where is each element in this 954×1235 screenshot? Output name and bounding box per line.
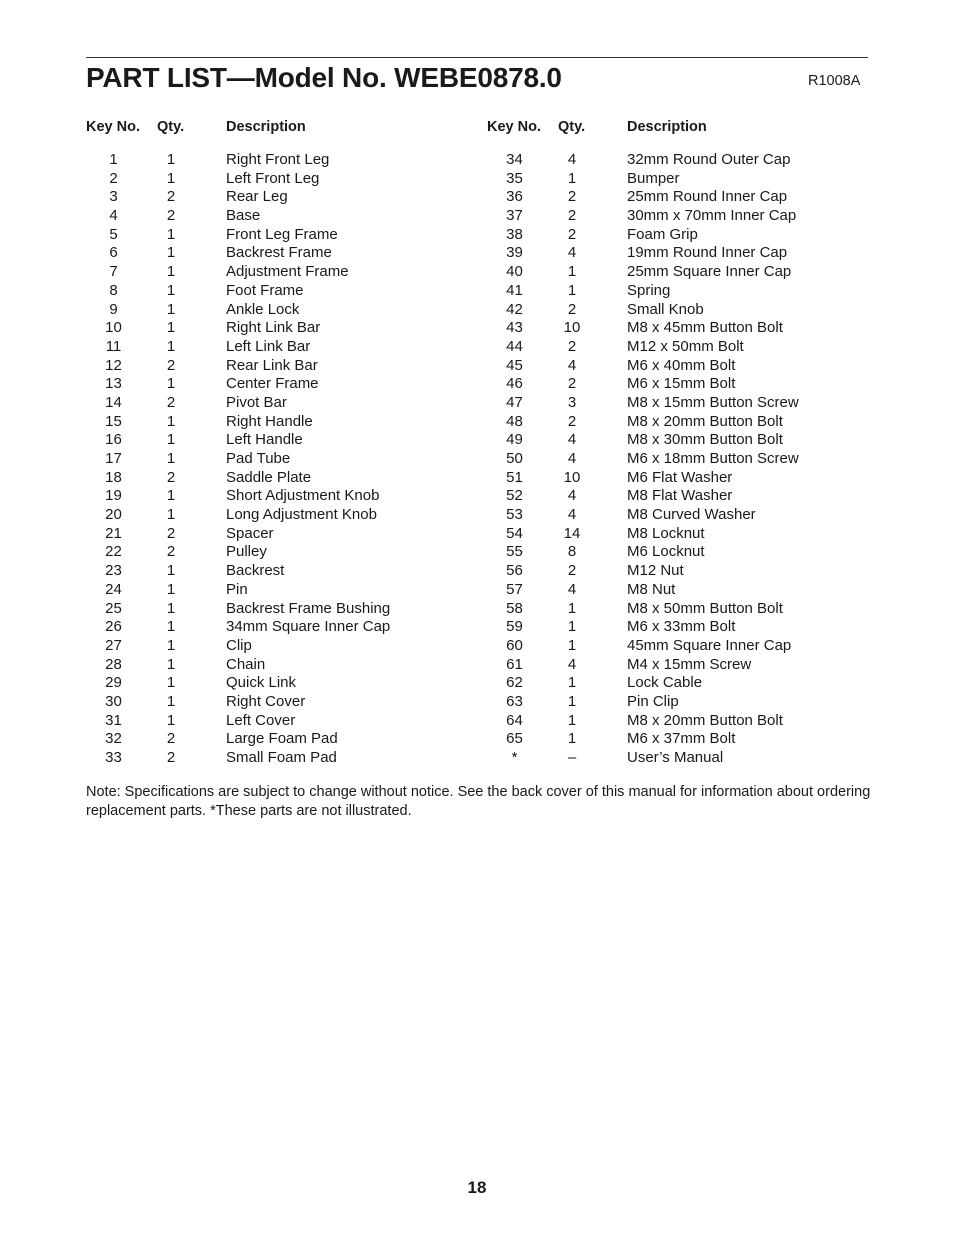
description-cell: M8 x 15mm Button Screw xyxy=(627,393,799,411)
key-no-cell: 36 xyxy=(506,188,523,206)
key-no-cell: 16 xyxy=(105,431,122,449)
key-no-cell: 29 xyxy=(105,674,122,692)
description-cell: M6 x 40mm Bolt xyxy=(627,356,736,374)
key-no-cell: 43 xyxy=(506,319,523,337)
key-no-cell: 52 xyxy=(506,487,523,505)
table-row xyxy=(86,730,466,749)
qty-cell: 2 xyxy=(166,543,176,561)
key-no-cell: 62 xyxy=(506,674,523,692)
qty-cell: 1 xyxy=(567,730,577,748)
description-header: Description xyxy=(226,119,306,135)
qty-cell: 4 xyxy=(567,151,577,168)
description-cell: Pivot Bar xyxy=(226,393,287,411)
qty-cell: 1 xyxy=(567,692,577,710)
key-no-cell: 6 xyxy=(109,244,118,262)
description-cell: Clip xyxy=(226,636,252,654)
key-no-cell: 46 xyxy=(506,375,523,393)
table-row xyxy=(487,413,867,432)
description-cell: Left Front Leg xyxy=(226,169,320,187)
table-row xyxy=(487,338,867,357)
key-no-cell: 31 xyxy=(105,711,122,729)
description-cell: M6 x 37mm Bolt xyxy=(627,730,736,748)
description-cell: 30mm x 70mm Inner Cap xyxy=(627,207,797,225)
table-row xyxy=(487,712,867,731)
table-row xyxy=(487,450,867,469)
key-no-cell: 47 xyxy=(506,393,523,411)
qty-cell: 1 xyxy=(166,692,176,710)
qty-cell: 1 xyxy=(567,674,577,692)
table-row xyxy=(487,188,867,207)
description-cell: Backrest xyxy=(226,562,285,580)
description-cell: M6 Locknut xyxy=(627,543,705,561)
description-cell: M6 x 33mm Bolt xyxy=(627,618,736,636)
qty-cell: 3 xyxy=(567,393,577,411)
qty-cell: 1 xyxy=(166,337,176,355)
key-no-cell: 39 xyxy=(506,244,523,262)
table-row xyxy=(86,357,466,376)
description-cell: Front Leg Frame xyxy=(226,225,338,243)
key-no-cell: 41 xyxy=(506,281,523,299)
key-no-cell: 32 xyxy=(105,730,122,748)
qty-cell: 1 xyxy=(166,450,176,467)
table-row xyxy=(487,469,867,488)
key-no-cell: 57 xyxy=(506,580,523,598)
table-row xyxy=(487,618,867,637)
qty-cell: 1 xyxy=(166,599,176,617)
key-no-cell: 51 xyxy=(506,468,523,486)
description-cell: M12 x 50mm Bolt xyxy=(627,337,744,355)
table-row xyxy=(86,637,466,656)
description-cell: M4 x 15mm Screw xyxy=(627,655,752,673)
description-cell: Quick Link xyxy=(226,674,297,692)
description-cell: Saddle Plate xyxy=(226,468,312,486)
parts-rows-left xyxy=(86,151,466,768)
description-cell: M8 Flat Washer xyxy=(627,487,733,505)
key-no-cell: 35 xyxy=(506,169,523,187)
description-cell: Large Foam Pad xyxy=(226,730,338,748)
key-no-cell: 4 xyxy=(109,207,118,225)
description-cell: Pulley xyxy=(226,543,267,561)
table-row xyxy=(487,263,867,282)
key-no-cell: 7 xyxy=(109,263,118,281)
qty-cell: 2 xyxy=(567,207,577,225)
table-row xyxy=(86,525,466,544)
qty-cell: 2 xyxy=(567,562,577,580)
description-cell: Left Link Bar xyxy=(226,337,311,355)
table-row xyxy=(487,151,867,170)
qty-cell: 2 xyxy=(567,300,577,318)
key-no-cell: 19 xyxy=(105,487,122,505)
description-cell: Bumper xyxy=(627,169,680,187)
table-row xyxy=(487,244,867,263)
qty-cell: 10 xyxy=(563,468,581,486)
key-no-cell: 13 xyxy=(105,375,122,393)
table-row xyxy=(487,170,867,189)
description-cell: 34mm Square Inner Cap xyxy=(226,618,391,636)
table-row xyxy=(86,338,466,357)
qty-cell: 2 xyxy=(567,225,577,243)
table-row xyxy=(86,506,466,525)
qty-cell: 1 xyxy=(166,618,176,636)
table-row xyxy=(86,244,466,263)
description-cell: Backrest Frame Bushing xyxy=(226,599,391,617)
key-no-cell: 2 xyxy=(109,169,118,187)
qty-cell: 1 xyxy=(166,281,176,299)
table-row xyxy=(487,282,867,301)
qty-cell: 1 xyxy=(166,487,176,505)
qty-cell: 1 xyxy=(166,655,176,673)
qty-cell: 1 xyxy=(166,412,176,430)
key-no-cell: 30 xyxy=(105,692,122,710)
table-row xyxy=(487,319,867,338)
table-row xyxy=(86,487,466,506)
description-cell: M6 x 15mm Bolt xyxy=(627,375,736,393)
description-cell: User’s Manual xyxy=(627,749,724,766)
table-row xyxy=(487,375,867,394)
description-cell: M6 Flat Washer xyxy=(627,468,733,486)
qty-cell: 1 xyxy=(166,375,176,393)
description-cell: M8 Curved Washer xyxy=(627,506,756,524)
key-no-cell: 11 xyxy=(105,337,122,355)
key-no-cell: 65 xyxy=(506,730,523,748)
description-cell: Right Handle xyxy=(226,412,313,430)
key-no-cell: 56 xyxy=(506,562,523,580)
table-row xyxy=(86,469,466,488)
qty-cell: – xyxy=(567,749,577,766)
qty-header: Qty. xyxy=(558,119,586,135)
qty-cell: 4 xyxy=(567,506,577,524)
table-row xyxy=(86,151,466,170)
parts-table-right xyxy=(487,117,867,766)
table-row xyxy=(86,543,466,562)
qty-cell: 1 xyxy=(166,506,176,524)
key-no-cell: 22 xyxy=(105,543,122,561)
qty-cell: 1 xyxy=(567,263,577,281)
key-no-cell: 10 xyxy=(105,319,122,337)
table-row xyxy=(86,413,466,432)
key-no-cell: 59 xyxy=(506,618,523,636)
key-no-cell: 17 xyxy=(105,450,122,467)
description-cell: Spacer xyxy=(226,524,274,542)
description-cell: Base xyxy=(226,207,261,225)
table-row xyxy=(86,600,466,619)
key-no-cell: 40 xyxy=(506,263,523,281)
key-no-cell: 38 xyxy=(506,225,523,243)
table-row xyxy=(487,656,867,675)
qty-cell: 1 xyxy=(166,225,176,243)
description-cell: Small Foam Pad xyxy=(226,749,337,766)
key-no-cell: 23 xyxy=(105,562,122,580)
table-row xyxy=(86,207,466,226)
description-cell: 45mm Square Inner Cap xyxy=(627,636,792,654)
description-cell: Long Adjustment Knob xyxy=(226,506,377,524)
key-no-cell: 63 xyxy=(506,692,523,710)
table-row xyxy=(86,282,466,301)
qty-cell: 1 xyxy=(166,263,176,281)
description-cell: M8 Nut xyxy=(627,580,676,598)
table-row xyxy=(86,375,466,394)
table-row xyxy=(86,394,466,413)
table-row xyxy=(86,581,466,600)
key-no-cell: 25 xyxy=(105,599,122,617)
description-cell: M8 x 30mm Button Bolt xyxy=(627,431,783,449)
key-no-cell: 5 xyxy=(109,225,118,243)
qty-cell: 1 xyxy=(166,319,176,337)
table-row xyxy=(86,693,466,712)
footnote: Note: Specifications are subject to change without notice. See the back cover of this manual for information about ordering replacement parts. *These parts are not illustrated. xyxy=(86,784,871,819)
qty-cell: 4 xyxy=(567,580,577,598)
key-no-cell: * xyxy=(511,749,518,766)
page-number: 18 xyxy=(467,1178,487,1197)
key-no-cell: 20 xyxy=(105,506,122,524)
top-rule xyxy=(86,57,868,58)
qty-cell: 1 xyxy=(166,244,176,262)
qty-cell: 4 xyxy=(567,655,577,673)
qty-header: Qty. xyxy=(157,119,185,135)
table-row xyxy=(487,600,867,619)
qty-cell: 1 xyxy=(567,618,577,636)
table-row xyxy=(86,263,466,282)
description-cell: M8 Locknut xyxy=(627,524,705,542)
table-row xyxy=(487,693,867,712)
table-row xyxy=(487,487,867,506)
description-cell: Left Cover xyxy=(226,711,296,729)
qty-cell: 4 xyxy=(567,356,577,374)
key-no-header: Key No. xyxy=(487,119,541,135)
key-no-cell: 24 xyxy=(105,580,122,598)
key-no-cell: 42 xyxy=(506,300,523,318)
description-cell: 32mm Round Outer Cap xyxy=(627,151,791,168)
qty-cell: 2 xyxy=(166,188,176,206)
table-row xyxy=(487,301,867,320)
table-row xyxy=(86,674,466,693)
table-row xyxy=(487,394,867,413)
table-row xyxy=(86,562,466,581)
key-no-cell: 58 xyxy=(506,599,523,617)
description-cell: 19mm Round Inner Cap xyxy=(627,244,788,262)
table-row xyxy=(487,506,867,525)
qty-cell: 2 xyxy=(567,375,577,393)
key-no-cell: 45 xyxy=(506,356,523,374)
key-no-header: Key No. xyxy=(86,119,140,135)
table-row xyxy=(487,749,867,768)
qty-cell: 2 xyxy=(166,468,176,486)
qty-cell: 10 xyxy=(563,319,581,337)
qty-cell: 2 xyxy=(166,393,176,411)
key-no-cell: 28 xyxy=(105,655,122,673)
description-cell: M8 x 20mm Button Bolt xyxy=(627,711,783,729)
description-cell: Pad Tube xyxy=(226,450,291,467)
table-row xyxy=(487,674,867,693)
key-no-cell: 26 xyxy=(105,618,122,636)
description-cell: Ankle Lock xyxy=(226,300,300,318)
table-row xyxy=(86,431,466,450)
description-cell: Pin xyxy=(226,580,248,598)
qty-cell: 8 xyxy=(567,543,577,561)
description-cell: 25mm Square Inner Cap xyxy=(627,263,792,281)
key-no-cell: 50 xyxy=(506,450,523,467)
description-cell: Small Knob xyxy=(627,300,704,318)
qty-cell: 2 xyxy=(567,412,577,430)
description-cell: M8 x 45mm Button Bolt xyxy=(627,319,783,337)
table-row xyxy=(86,618,466,637)
key-no-cell: 60 xyxy=(506,636,523,654)
key-no-cell: 8 xyxy=(109,281,118,299)
table-row xyxy=(487,543,867,562)
qty-cell: 1 xyxy=(166,169,176,187)
qty-cell: 1 xyxy=(567,711,577,729)
description-cell: Foot Frame xyxy=(226,281,304,299)
description-cell: Right Front Leg xyxy=(226,151,330,168)
key-no-cell: 18 xyxy=(105,468,122,486)
table-header xyxy=(487,117,867,137)
qty-cell: 2 xyxy=(166,207,176,225)
table-row xyxy=(487,562,867,581)
key-no-cell: 61 xyxy=(506,655,523,673)
description-cell: Chain xyxy=(226,655,266,673)
qty-cell: 2 xyxy=(166,524,176,542)
qty-cell: 2 xyxy=(166,730,176,748)
key-no-cell: 33 xyxy=(105,749,122,766)
qty-cell: 1 xyxy=(567,281,577,299)
key-no-cell: 3 xyxy=(109,188,118,206)
document-code: R1008A xyxy=(808,73,861,89)
qty-cell: 2 xyxy=(567,337,577,355)
table-header xyxy=(86,117,466,137)
key-no-cell: 15 xyxy=(105,412,122,430)
qty-cell: 4 xyxy=(567,431,577,449)
key-no-cell: 44 xyxy=(506,337,523,355)
qty-cell: 1 xyxy=(567,636,577,654)
qty-cell: 1 xyxy=(166,674,176,692)
table-row xyxy=(487,357,867,376)
table-row xyxy=(86,188,466,207)
table-row xyxy=(487,525,867,544)
qty-cell: 1 xyxy=(166,151,176,168)
description-cell: Right Cover xyxy=(226,692,306,710)
qty-cell: 4 xyxy=(567,487,577,505)
key-no-cell: 21 xyxy=(105,524,122,542)
table-row xyxy=(487,226,867,245)
description-cell: Rear Link Bar xyxy=(226,356,318,374)
key-no-cell: 48 xyxy=(506,412,523,430)
table-row xyxy=(86,749,466,768)
description-cell: Left Handle xyxy=(226,431,303,449)
table-row xyxy=(487,730,867,749)
qty-cell: 4 xyxy=(567,450,577,467)
description-cell: M8 x 50mm Button Bolt xyxy=(627,599,783,617)
qty-cell: 1 xyxy=(166,300,176,318)
parts-table-left xyxy=(86,117,466,766)
key-no-cell: 64 xyxy=(506,711,523,729)
qty-cell: 4 xyxy=(567,244,577,262)
qty-cell: 1 xyxy=(166,580,176,598)
description-cell: Lock Cable xyxy=(627,674,703,692)
description-cell: M12 Nut xyxy=(627,562,684,580)
description-cell: M8 x 20mm Button Bolt xyxy=(627,412,783,430)
table-row xyxy=(86,319,466,338)
table-row xyxy=(86,656,466,675)
table-row xyxy=(86,170,466,189)
description-cell: Rear Leg xyxy=(226,188,288,206)
description-header: Description xyxy=(627,119,707,135)
table-row xyxy=(487,431,867,450)
description-cell: Short Adjustment Knob xyxy=(226,487,380,505)
key-no-cell: 12 xyxy=(105,356,122,374)
page-title: PART LIST—Model No. WEBE0878.0 xyxy=(86,62,562,93)
key-no-cell: 55 xyxy=(506,543,523,561)
description-cell: Spring xyxy=(627,281,671,299)
description-cell: Backrest Frame xyxy=(226,244,332,262)
description-cell: 25mm Round Inner Cap xyxy=(627,188,788,206)
parts-rows-right xyxy=(487,151,867,768)
table-row xyxy=(487,581,867,600)
table-row xyxy=(487,637,867,656)
key-no-cell: 1 xyxy=(109,151,118,168)
qty-cell: 1 xyxy=(166,431,176,449)
description-cell: Adjustment Frame xyxy=(226,263,349,281)
key-no-cell: 14 xyxy=(105,393,122,411)
table-row xyxy=(86,226,466,245)
qty-cell: 1 xyxy=(567,169,577,187)
key-no-cell: 53 xyxy=(506,506,523,524)
key-no-cell: 37 xyxy=(506,207,523,225)
qty-cell: 1 xyxy=(166,562,176,580)
key-no-cell: 49 xyxy=(506,431,523,449)
description-cell: Foam Grip xyxy=(627,225,698,243)
qty-cell: 2 xyxy=(166,749,176,766)
key-no-cell: 54 xyxy=(506,524,523,542)
table-row xyxy=(86,712,466,731)
table-row xyxy=(86,301,466,320)
qty-cell: 1 xyxy=(567,599,577,617)
qty-cell: 2 xyxy=(567,188,577,206)
qty-cell: 1 xyxy=(166,711,176,729)
qty-cell: 2 xyxy=(166,356,176,374)
table-row xyxy=(487,207,867,226)
description-cell: Right Link Bar xyxy=(226,319,321,337)
qty-cell: 14 xyxy=(563,524,581,542)
qty-cell: 1 xyxy=(166,636,176,654)
key-no-cell: 34 xyxy=(506,151,523,168)
description-cell: M6 x 18mm Button Screw xyxy=(627,450,799,467)
key-no-cell: 9 xyxy=(109,300,118,318)
description-cell: Pin Clip xyxy=(627,692,679,710)
table-row xyxy=(86,450,466,469)
key-no-cell: 27 xyxy=(105,636,122,654)
description-cell: Center Frame xyxy=(226,375,319,393)
